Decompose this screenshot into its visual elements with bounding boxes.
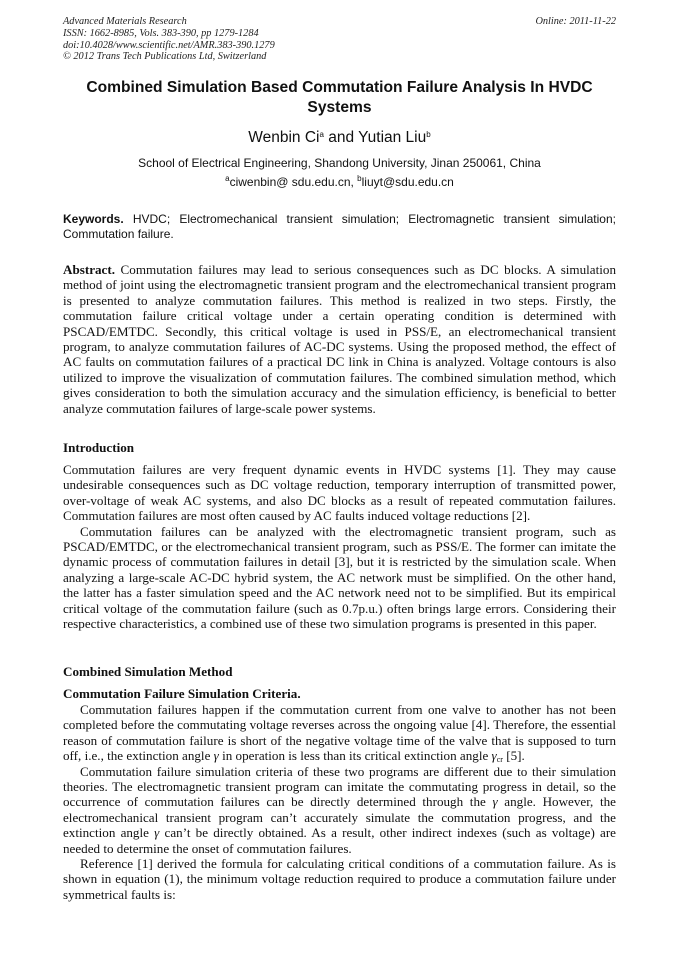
abstract-label: Abstract. — [63, 262, 115, 277]
method-p1-text-b: in operation is less than its critical extinction angle — [218, 748, 492, 764]
method-p2-text-a: Commutation failure simulation criteria of these two programs are different due to their simulation theories. The electromagnetic transient program can imitate the commutating progress in detail, so the occurrence of commutation failures can be directly determined through the — [63, 763, 616, 810]
journal-copyright: © 2012 Trans Tech Publications Ltd, Switzerland — [63, 51, 267, 63]
abstract-text: Commutation failures may lead to serious consequences such as DC blocks. A simulation method of joint using the electromagnetic transient program and the electromechanical transient program is presented to analyze commutation failures. This method is realized in two steps. Firstly, the commutation failure critical voltage under a certain operating condition is determined with PSCAD/EMTDC. Secondly, this critical voltage is used in PSS/E, an electromechanical transient program, to analyze commutation failures of AC-DC systems. Using the proposed method, the effect of AC faults on commutation failures of a practical DC link in China is analyzed. Voltage contours is also utilized to improve the visualization of commutation failures. The combined simulation method, which gives consideration to both the simulation accuracy and the simulation efficiency, is beneficial to better analyze commutation failures of large-scale power systems. — [63, 262, 616, 416]
gamma-symbol-3: γ — [154, 825, 160, 841]
author-emails — [63, 175, 616, 190]
gamma-symbol: γ — [213, 748, 219, 764]
email-a: ciwenbin@ sdu.edu.cn, — [229, 175, 358, 189]
gamma-cr-subscript: cr — [496, 755, 503, 765]
method-p2-text-b: angle. However, the electromechanical transient program can’t accurately simulate the commutation progress, and the extinction angle — [63, 794, 616, 841]
author-1-sup: a — [319, 130, 324, 139]
method-p1-text-c: [5]. — [502, 748, 525, 764]
gamma-symbol-2: γ — [492, 794, 498, 810]
method-heading: Combined Simulation Method — [63, 664, 233, 679]
gamma-cr-symbol — [492, 748, 503, 763]
author-2-sup: b — [426, 130, 431, 139]
introduction-body — [63, 462, 616, 631]
paper-title: Combined Simulation Based Commutation Failure Analysis In HVDC Systems — [86, 79, 593, 116]
criteria-subheading: Commutation Failure Simulation Criteria. — [63, 686, 301, 701]
intro-paragraph-1: Commutation failures are very frequent dynamic events in HVDC systems [1]. They may cause undesirable consequences such as DC voltage reduction, temporary interruption of transmitted power, over-voltage of weak AC systems, and also DC blocks as a result of repeated commutation failures. Commutation failures are most often caused by AC faults induced voltage reductions [2]. — [63, 462, 616, 524]
method-paragraph-2 — [63, 764, 616, 856]
method-body — [63, 702, 616, 902]
affiliation: School of Electrical Engineering, Shandong University, Jinan 250061, China — [138, 156, 541, 170]
keywords — [63, 212, 616, 242]
keywords-text: HVDC; Electromechanical transient simulation; Electromagnetic transient simulation; Commutation failure. — [63, 212, 616, 241]
method-p2-text-c: can’t be directly obtained. As a result, other indirect indexes (such as voltage) are needed to determine the onset of commutation failures. — [63, 825, 616, 856]
online-date: Online: 2011-11-22 — [535, 16, 616, 27]
authors — [63, 128, 616, 148]
method-paragraph-1 — [63, 702, 616, 764]
journal-header — [63, 16, 616, 63]
email-b-sup: b — [357, 174, 362, 183]
author-2: Yutian Liu — [358, 129, 427, 146]
method-p1-text-a: Commutation failures happen if the commutation current from one valve to another has not been completed before the commutating voltage reverses across the ongoing value [4]. Therefore, the essential reason of commutation failure is short of the negative voltage time of the valve that is supposed to turn off, i.e., the extinction angle — [63, 702, 616, 764]
authors-and: and — [323, 129, 359, 146]
journal-doi: doi:10.4028/www.scientific.net/AMR.383-390.1279 — [63, 39, 275, 51]
method-paragraph-3: Reference [1] derived the formula for calculating critical conditions of a commutation failure. As is shown in equation (1), the minimum voltage reduction required to produce a commutation failure under symmetrical faults is: — [63, 856, 616, 902]
author-1: Wenbin Ci — [248, 129, 320, 146]
journal-name: Advanced Materials Research — [63, 16, 187, 27]
email-a-sup: a — [225, 174, 230, 183]
introduction-heading: Introduction — [63, 440, 135, 455]
keywords-label: Keywords. — [63, 212, 124, 226]
journal-issn: ISSN: 1662-8985, Vols. 383-390, pp 1279-1284 — [63, 27, 259, 39]
intro-paragraph-2: Commutation failures can be analyzed with the electromagnetic transient program, such as PSCAD/EMTDC, or the electromechanical transient program, such as PSS/E. The former can imitate the dynamic process of commutation failures in detail [3], but it is restricted by the simulation scale. When analyzing a large-scale AC-DC hybrid system, the AC network must be simplified. On the other hand, the latter has a faster simulation speed and the AC network need not to be simplified. But its empirical critical voltage of the commutation failure (such as 0.7p.u.) often brings large errors. Considering their respective characteristics, a combined use of these two simulation programs is presented in this paper. — [63, 523, 616, 632]
gamma-cr-base: γ — [491, 748, 497, 764]
abstract — [63, 262, 616, 416]
email-b: liuyt@sdu.edu.cn — [361, 175, 454, 189]
